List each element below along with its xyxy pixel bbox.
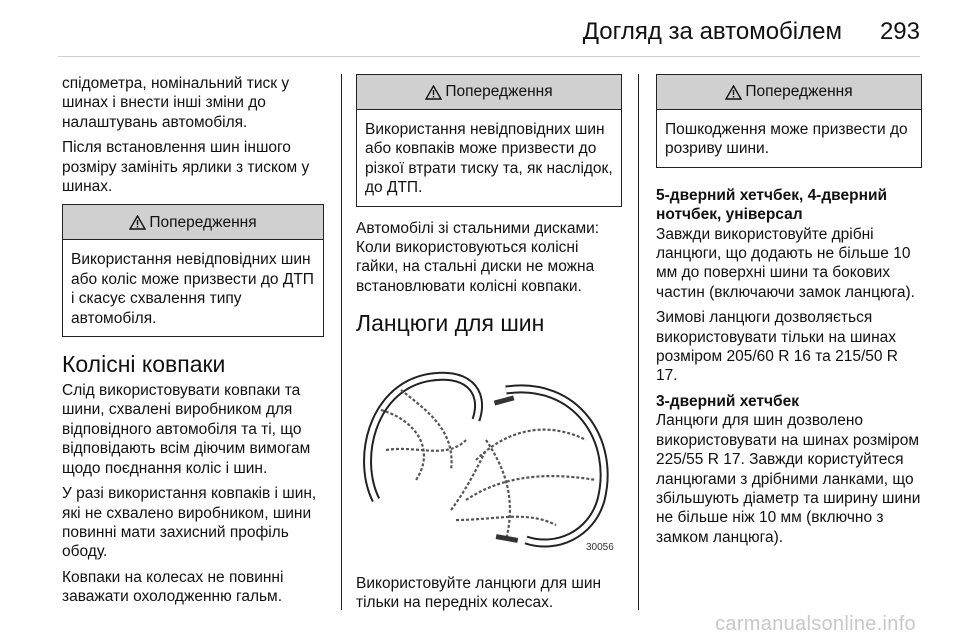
paragraph: Зимові ланцюги дозволяється використовувати тільки на шинах розміром 205/60 R 16 та 215/50 R 17. <box>656 309 898 385</box>
warning-box <box>62 204 324 337</box>
column-divider <box>341 74 342 610</box>
paragraph: Після встановлення шин іншого розміру замініть ярлики з тиском у шинах. <box>62 139 310 196</box>
column-divider <box>638 74 639 610</box>
warning-header <box>657 75 921 110</box>
paragraph: У разі використання ковпаків і шин, які не схвалено виробником, шини повинні мати захисний профіль ободу. <box>62 485 317 561</box>
warning-title: Попередження <box>745 83 853 101</box>
subheading: 3-дверний хетчбек <box>656 392 799 410</box>
warning-triangle-icon <box>725 85 742 100</box>
paragraph: Завжди використовуйте дрібні ланцюги, що додають не більше 10 мм до поверхні шини та бокових частин (включаючи замок ланцюга). <box>656 225 915 301</box>
section-heading: Ланцюги для шин <box>356 310 545 337</box>
header-rule <box>58 56 920 57</box>
paragraph: Ковпаки на колесах не повинні заважати охолодженню гальм. <box>62 568 284 606</box>
column-2 <box>356 74 622 618</box>
warning-title: Попередження <box>149 213 257 231</box>
page-title: Догляд за автомобілем <box>582 18 842 45</box>
subheading: 5-дверний хетчбек, 4-дверний нотчбек, універсал <box>656 186 888 224</box>
warning-triangle-icon <box>425 85 442 100</box>
paragraph: Використовуйте ланцюги для шин тільки на передніх колесах. <box>356 574 602 612</box>
paragraph: Слід використовувати ковпаки та шини, схвалені виробником для відповідного автомобіля та ті, що відповідають всім діючим вимогам щодо поєднання коліс і шин. <box>62 382 311 477</box>
warning-text: Пошкодження може призвести до розриву шини. <box>665 121 908 158</box>
section-heading: Колісні ковпаки <box>62 351 226 378</box>
warning-box <box>356 74 622 207</box>
warning-header <box>357 75 621 110</box>
warning-box <box>656 74 922 168</box>
warning-text: Використання невідповідних шин або коліс може призвести до ДТП і скасує схвалення типу автомобіля. <box>71 251 314 327</box>
page-header <box>0 14 960 54</box>
warning-header <box>63 205 323 240</box>
figure-label: 30056 <box>586 542 614 554</box>
column-3 <box>656 74 922 553</box>
paragraph: спідометра, номінальний тиск у шинах і внести інші зміни до налаштувань автомобіля. <box>62 75 290 131</box>
column-1 <box>62 74 324 613</box>
paragraph: Ланцюги для шин дозволено використовувати на шинах розміром 225/55 R 17. Завжди користуйтеся ланцюгами з дрібними ланками, що збільшують діаметр та ширину шини не більше ніж 10 мм (включно з замком ланцюга). <box>656 412 921 546</box>
warning-triangle-icon <box>129 215 146 230</box>
warning-title: Попередження <box>445 83 553 101</box>
warning-text: Використання невідповідних шин або ковпаків може призвести до різкої втрати тиску та, як наслідок, до ДТП. <box>365 121 613 197</box>
paragraph: Автомобілі зі стальними дисками: Коли використовуються колісні гайки, на стальні диски не можна встановлювати колісні ковпаки. <box>356 219 600 295</box>
watermark: carmanualsonline.info <box>715 613 916 635</box>
page-number: 293 <box>879 18 920 45</box>
tire-chains-illustration <box>356 350 622 556</box>
